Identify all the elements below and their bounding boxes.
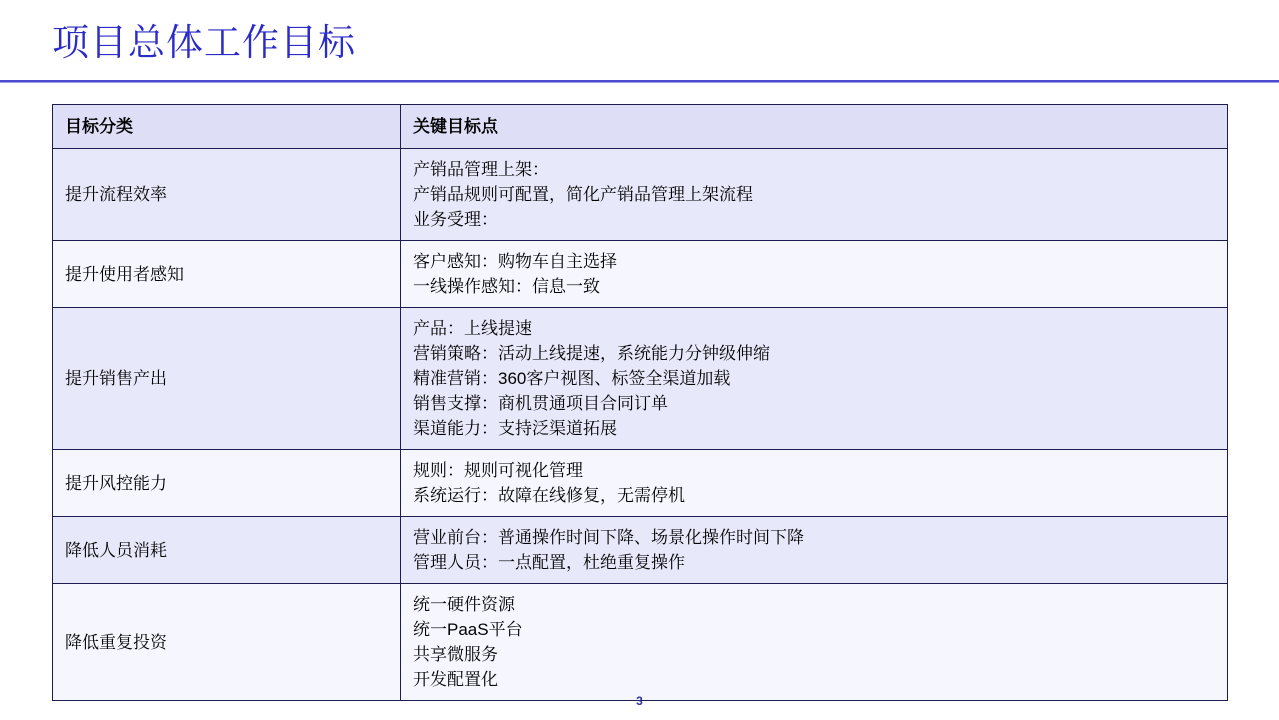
point-line: 产销品规则可配置，简化产销品管理上架流程 bbox=[413, 185, 753, 204]
table-row bbox=[53, 149, 1228, 241]
column-header-points: 关键目标点 bbox=[401, 105, 1228, 149]
point-line: 统一硬件资源 bbox=[413, 595, 515, 614]
cell-category: 提升流程效率 bbox=[53, 149, 401, 241]
cell-points bbox=[401, 517, 1228, 584]
table-header-row bbox=[53, 105, 1228, 149]
table-row bbox=[53, 450, 1228, 517]
point-line: 产销品管理上架： bbox=[413, 160, 549, 179]
cell-points bbox=[401, 308, 1228, 450]
point-line: 营销策略：活动上线提速，系统能力分钟级伸缩 bbox=[413, 344, 770, 363]
table-row bbox=[53, 517, 1228, 584]
point-line: 产品：上线提速 bbox=[413, 319, 532, 338]
cell-category: 降低人员消耗 bbox=[53, 517, 401, 584]
point-line: 业务受理： bbox=[413, 210, 498, 229]
point-line: 管理人员：一点配置，杜绝重复操作 bbox=[413, 553, 685, 572]
point-line: 精准营销：360客户视图、标签全渠道加载 bbox=[413, 369, 731, 388]
goals-table-container bbox=[52, 104, 1228, 701]
title-divider bbox=[0, 80, 1279, 82]
point-line: 规则：规则可视化管理 bbox=[413, 461, 583, 480]
cell-category: 提升风控能力 bbox=[53, 450, 401, 517]
cell-category: 提升使用者感知 bbox=[53, 241, 401, 308]
cell-points bbox=[401, 450, 1228, 517]
goals-table bbox=[52, 104, 1228, 701]
table-row bbox=[53, 308, 1228, 450]
point-line: 共享微服务 bbox=[413, 645, 498, 664]
point-line: 一线操作感知：信息一致 bbox=[413, 277, 600, 296]
column-header-category: 目标分类 bbox=[53, 105, 401, 149]
point-line: 统一PaaS平台 bbox=[413, 620, 523, 639]
goals-table-body bbox=[53, 149, 1228, 701]
cell-points bbox=[401, 584, 1228, 701]
cell-points bbox=[401, 149, 1228, 241]
table-row bbox=[53, 241, 1228, 308]
point-line: 客户感知：购物车自主选择 bbox=[413, 252, 617, 271]
table-row bbox=[53, 584, 1228, 701]
cell-points bbox=[401, 241, 1228, 308]
point-line: 销售支撑：商机贯通项目合同订单 bbox=[413, 394, 668, 413]
cell-category: 提升销售产出 bbox=[53, 308, 401, 450]
page-title: 项目总体工作目标 bbox=[52, 22, 356, 63]
point-line: 渠道能力：支持泛渠道拓展 bbox=[413, 419, 617, 438]
point-line: 系统运行：故障在线修复，无需停机 bbox=[413, 486, 685, 505]
point-line: 开发配置化 bbox=[413, 670, 498, 689]
page-number: 3 bbox=[636, 694, 643, 708]
cell-category: 降低重复投资 bbox=[53, 584, 401, 701]
point-line: 营业前台：普通操作时间下降、场景化操作时间下降 bbox=[413, 528, 804, 547]
